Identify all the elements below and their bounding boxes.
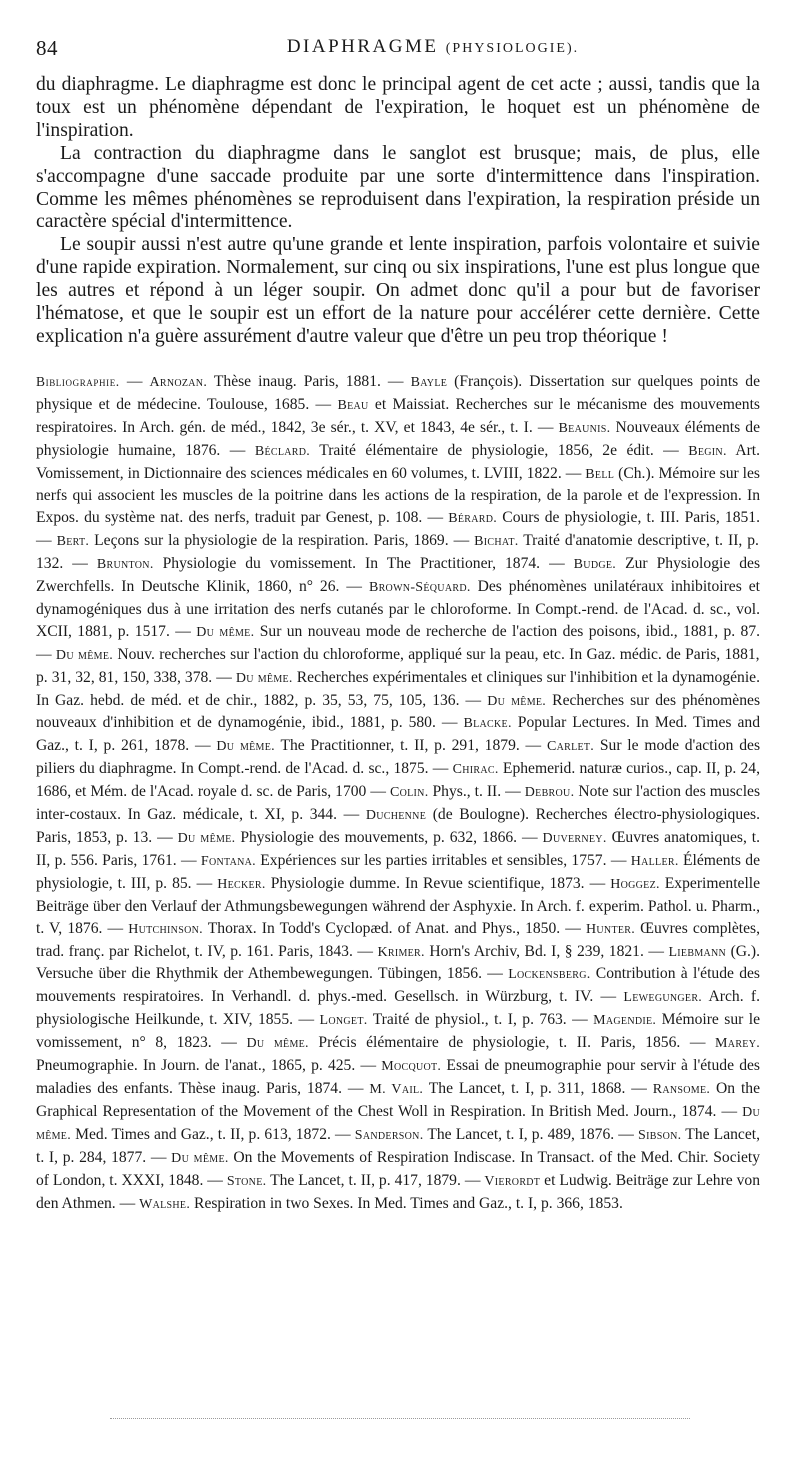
entry-text: Leçons sur la physiologie de la respiration. Paris, 1869. <box>89 532 449 550</box>
entry-text: Physiologie dumme. In Revue scientifique, 1873. <box>265 874 585 892</box>
entry-text: The Lancet, t. I, p. 311, 1868. <box>423 1079 626 1097</box>
entry-text: Recherches expérimentales et cliniques sur l'inhibition et la dynamogénie. In Gaz. hebd. de méd. et de chir., 1882, p. 35, 53, 75, 105, 136. <box>36 668 761 709</box>
entry-text: Mémoire sur le vomissement, n° 8, 1823. <box>36 1011 760 1052</box>
paragraph: du diaphragme. Le diaphragme est donc le principal agent de cet acte ; aussi, tandis que la toux est un phénomène dépendant de l'expiration, le hoquet est un phénomène de l'inspiration. <box>36 74 760 141</box>
entry-author: Du même. <box>171 1150 229 1166</box>
entry-separator: — <box>191 874 218 892</box>
bibliography-entry <box>377 943 643 960</box>
entry-author: Du même. <box>177 831 236 846</box>
entry-separator: — <box>428 760 453 778</box>
entry-author: Bayle <box>410 374 448 390</box>
entry-separator: — <box>517 829 543 846</box>
entry-author: Bichat. <box>474 534 519 550</box>
entry-separator: — <box>330 1125 355 1143</box>
entry-separator: — <box>606 851 631 869</box>
entry-author: Sanderson. <box>354 1127 424 1143</box>
entry-separator: — <box>126 372 150 390</box>
entry-separator: — <box>540 555 574 573</box>
entry-separator: — <box>355 1057 382 1075</box>
entry-text: Cours de physiologie, t. III. Paris, 1851. <box>497 509 760 527</box>
entry-separator: — <box>337 806 366 824</box>
entry-author: Bérard. <box>448 511 498 527</box>
entry-separator: — <box>169 622 197 640</box>
entry-text: Med. Times and Gaz., t. II, p. 613, 1872. <box>71 1125 331 1143</box>
entry-separator: — <box>339 578 369 596</box>
entry-author: Liebmann <box>668 944 727 960</box>
entry-separator: — <box>566 1011 594 1029</box>
entry-author: Lewegunger. <box>623 990 703 1006</box>
entry-author: Hecker. <box>217 876 266 892</box>
entry-author: Chirac. <box>452 762 499 778</box>
bibliography-entry <box>149 373 380 390</box>
entry-separator: — <box>584 874 611 892</box>
entry-author: Debrou. <box>524 785 575 801</box>
entry-author: Lockensberg. <box>508 967 591 983</box>
entry-text: Traité élémentaire de physiologie, 1856, 2e édit. <box>310 441 654 459</box>
entry-separator: — <box>519 737 547 755</box>
entry-text: et Ludwig. Beiträge zur Lehre von den Athmen. <box>36 1171 761 1212</box>
entry-separator: — <box>625 1079 653 1097</box>
entry-text: The Lancet, t. I, p. 284, 1877. <box>36 1125 760 1166</box>
entry-author: Brunton. <box>96 557 154 573</box>
bibliography-entry <box>448 509 760 526</box>
bibliography-entry <box>216 737 519 754</box>
running-title: DIAPHRAGME <box>286 36 439 57</box>
entry-separator: — <box>561 464 586 482</box>
entry-text: Experimentelle Beiträge über den Verlauf der Athmungsbewegungen während der Asphyxie. In Arch. f. experim. Pathol. u. Pharm., t. V, 1876. <box>36 874 761 937</box>
entry-text: (François). Dissertation sur quelques points de physique et de médecine. Toulouse, 1685. <box>36 372 760 413</box>
entry-author: Ransome. <box>652 1081 711 1097</box>
entry-author: Arnozan. <box>149 374 208 390</box>
entry-separator: — <box>352 942 378 960</box>
entry-text: Thorax. In Todd's Cyclopæd. of Anat. and Phys., 1850. <box>202 919 561 937</box>
entry-author: Du même. <box>55 647 114 663</box>
entry-separator: — <box>482 965 509 983</box>
entry-separator: — <box>460 1171 485 1189</box>
entry-text: Éléments de physiologie, t. III, p. 85. <box>36 851 761 892</box>
entry-author: Du même. <box>216 739 275 755</box>
entry-separator: — <box>176 851 201 869</box>
entry-separator: — <box>653 441 689 459</box>
entry-author: Du même. <box>487 693 547 709</box>
bibliography-entry <box>390 783 501 800</box>
entry-author: Du même. <box>36 1104 760 1143</box>
entry-text: Physiologie du vomissement. In The Practitioner, 1874. <box>153 555 541 573</box>
entry-separator: — <box>212 668 236 686</box>
entry-text: On the Graphical Representation of the Movement of the Chest Woll in Respiration. In British Med. Journ., 1874. <box>36 1079 760 1120</box>
paragraph: La contraction du diaphragme dans le sanglot est brusque; mais, de plus, elle s'accompagne d'une saccade produite par une sorte d'intermittence dans l'inspiration. Comme les mêmes phénomènes se reproduisent dans l'expiration, la respiration préside un caractère spécial d'intermittence. <box>36 142 760 233</box>
entry-text: Traité d'anatomie descriptive, t. II, p. 132. <box>36 532 759 573</box>
paragraph: Le soupir aussi n'est autre qu'une grande et lente inspiration, parfois volontaire et suivie d'une rapide expiration. Normalement, sur cinq ou six inspirations, l'une est plus longue que les autres et répond à un léger soupir. On admet donc qu'il a pour but de favoriser l'hématose, et que le soupir est un effort de la nature pour accélérer cette dernière. Cette explication n'a guère assurément d'autre valeur que d'être un peu trop théorique ! <box>36 234 760 347</box>
bibliography-entry <box>139 1195 623 1212</box>
entry-separator: — <box>680 1034 716 1052</box>
entry-author: Carlet. <box>546 739 595 755</box>
entry-text: (G.). Versuche über die Rhythmik der Athembewegungen. Tübingen, 1856. <box>36 942 761 983</box>
entry-separator: — <box>614 1125 639 1143</box>
entry-text: et Maissiat. Recherches sur le mécanisme des mouvements respiratoires. In Arch. gén. de méd., 1842, 3e sér., t. XV, et 1843, 4e sér., t. I. <box>36 395 761 436</box>
entry-text: Contribution à l'étude des mouvements respiratoires. In Verhandl. d. phys.-med. Gesellsch. in Würzburg, t. IV. <box>36 965 761 1006</box>
entry-author: Beau <box>337 397 369 413</box>
entry-text: Sur un nouveau mode de recherche de l'action des poisons, ibid., 1881, p. 87. <box>254 622 761 640</box>
entry-separator: — <box>309 395 338 413</box>
page-header <box>36 30 760 58</box>
bibliography-entry <box>57 532 449 549</box>
entry-author: Hoggez. <box>610 876 660 892</box>
entry-text: Art. Vomissement, in Dictionnaire des sciences médicales en 60 volumes, t. LVIII, 1822. <box>36 441 761 482</box>
entry-author: M. Vail. <box>369 1081 424 1097</box>
bibliography-entry <box>355 1126 614 1143</box>
entry-author: Fontana. <box>200 853 256 869</box>
entry-text: The Lancet, t. I, p. 489, 1876. <box>423 1125 615 1143</box>
entry-text: The Lancet, t. II, p. 417, 1879. <box>266 1171 461 1189</box>
entry-text: Respiration in two Sexes. In Med. Times and Gaz., t. I, p. 366, 1853. <box>190 1194 623 1212</box>
entry-author: Bell <box>585 466 615 482</box>
entry-separator: — <box>643 942 669 960</box>
entry-separator: — <box>36 645 56 663</box>
entry-author: Haller. <box>630 853 679 869</box>
entry-text: Des phénomènes unilatéraux inhibitoires et dynamogéniques dus à une irritation des nerfs cutanés par le chloroforme. In Compt.-rend. de l'Acad. d. sc., vol. XCII, 1881, p. 1517. <box>36 578 761 640</box>
bibliography-entry <box>255 442 654 459</box>
bibliography-entry <box>320 1011 567 1028</box>
entry-author: Béclard. <box>254 443 311 459</box>
entry-separator: — <box>380 372 411 390</box>
entry-text: Nouv. recherches sur l'action du chloroforme, appliqué sur la peau, etc. In Gaz. médic. de Paris, 1881, p. 31, 32, 81, 150, 338, 378. <box>36 645 760 686</box>
entry-text: Ephemerid. naturæ curios., cap. II, p. 24, 1686, et Mém. de l'Acad. royale d. sc. de Paris, 1700 <box>36 760 760 801</box>
entry-author: Du même. <box>246 1036 309 1052</box>
running-head <box>36 36 760 58</box>
entry-text: Traité de physiol., t. I, p. 763. <box>367 1011 567 1029</box>
entry-author: Krimer. <box>377 944 425 960</box>
bibliography <box>36 371 760 1216</box>
entry-author: Du même. <box>196 624 255 640</box>
entry-separator: — <box>293 1011 320 1029</box>
entry-separator: — <box>189 737 217 755</box>
bibliography-entry <box>128 920 560 937</box>
entry-text: (Ch.). Mémoire sur les nerfs qui associent les muscles de la poitrine dans les actions de la respiration, de la parole et de l'expression. In Expos. du système nat. des nerfs, traduit par Genest, p. 108. <box>36 464 760 527</box>
entry-separator: — <box>211 1034 247 1052</box>
entry-separator: — <box>560 919 586 937</box>
entry-separator: — <box>501 783 525 801</box>
entry-author: Duverney. <box>542 831 607 846</box>
entry-author: Sibson. <box>638 1127 682 1143</box>
entry-separator: — <box>220 441 255 459</box>
entry-separator: — <box>146 1148 172 1166</box>
bibliography-heading: Bibliographie. <box>36 373 120 389</box>
entry-separator: — <box>36 532 57 550</box>
entry-separator: — <box>716 1102 743 1120</box>
entry-separator: — <box>532 418 559 436</box>
entry-text: Horn's Archiv, Bd. I, § 239, 1821. <box>424 942 644 960</box>
entry-text: Pneumographie. In Journ. de l'anat., 1865, p. 425. <box>36 1057 356 1075</box>
entry-text: Zur Physiologie des Zwerchfells. In Deutsche Klinik, 1860, n° 26. <box>36 555 761 596</box>
bottom-dotted-rule <box>110 1418 690 1419</box>
entry-separator: — <box>63 555 97 573</box>
entry-separator: — <box>203 1171 227 1189</box>
entry-author: Walshe. <box>139 1196 191 1212</box>
entry-text: Note sur l'action des muscles inter-costaux. In Gaz. médicale, t. XI, p. 344. <box>36 783 761 824</box>
body-text <box>36 74 760 349</box>
entry-author: Colin. <box>389 785 429 801</box>
bibliography-entry <box>178 829 517 846</box>
entry-separator: — <box>366 783 390 801</box>
bibliography-entry <box>196 623 760 640</box>
entry-separator: — <box>422 509 449 527</box>
entry-text: Œuvres anatomiques, t. II, p. 556. Paris, 1761. <box>36 829 761 869</box>
bibliography-entry <box>97 555 540 572</box>
entry-text: Phys., t. II. <box>428 783 502 801</box>
page-number: 84 <box>36 36 58 60</box>
bibliography-entry <box>217 875 584 892</box>
entry-text: Physiologie des mouvements, p. 632, 1866. <box>235 829 518 846</box>
entry-text: Essai de pneumographie pour servir à l'étude des maladies des enfants. Thèse inaug. Paris, 1874. <box>36 1057 760 1097</box>
entry-author: Longet. <box>319 1013 368 1029</box>
bibliography-entry <box>369 1080 625 1097</box>
entry-author: Duchenne <box>365 808 427 824</box>
entry-separator: — <box>593 988 624 1006</box>
entry-author: Beaunis. <box>558 420 611 436</box>
entry-text: Expériences sur les parties irritables et sensibles, 1757. <box>255 851 607 869</box>
entry-separator: — <box>102 919 129 937</box>
bibliography-entry <box>201 852 607 869</box>
entry-author: Bert. <box>56 534 90 550</box>
entry-text: Précis élémentaire de physiologie, t. II. Paris, 1856. <box>308 1034 681 1052</box>
entry-text: Sur le mode d'action des piliers du diaphragme. In Compt.-rend. de l'Acad. d. sc., 1875. <box>36 737 761 778</box>
bibliography-entry <box>246 1034 680 1051</box>
entry-text: Œuvres complètes, trad. franç. par Richelot, t. IV, p. 161. Paris, 1843. <box>36 919 761 960</box>
entry-author: Blacke. <box>463 716 512 732</box>
running-subtitle: (PHYSIOLOGIE). <box>445 41 580 56</box>
entry-author: Budge. <box>573 557 617 573</box>
entry-text: Nouveaux éléments de physiologie humaine, 1876. <box>36 418 760 459</box>
entry-separator: — <box>435 714 464 732</box>
entry-author: Hutchinson. <box>128 921 203 937</box>
entry-author: Marey. <box>715 1036 761 1052</box>
bibliography-entry <box>227 1172 461 1189</box>
entry-author: Mocquot. <box>381 1059 442 1075</box>
entry-author: Brown-Séquard. <box>368 580 471 596</box>
entry-separator: — <box>115 1194 140 1212</box>
entry-text: Arch. f. physiologische Heilkunde, t. XIV, 1855. <box>36 988 760 1029</box>
entry-text: On the Movements of Respiration Indiscase. In Transact. of the Med. Chir. Society of London, t. XXXI, 1848. <box>36 1148 761 1189</box>
entry-separator: — <box>448 532 475 550</box>
entry-author: Du même. <box>235 670 293 686</box>
entry-text: Recherches sur des phénomènes nouveaux d'inhibition et de dynamogénie, ibid., 1881, p. 580. <box>36 691 761 732</box>
entry-author: Stone. <box>226 1173 267 1189</box>
entry-separator: — <box>152 829 178 846</box>
entry-separator: — <box>459 691 488 709</box>
entry-author: Vierordt <box>484 1173 541 1189</box>
entry-author: Begin. <box>688 443 727 459</box>
entry-text: (de Boulogne). Recherches électro-physiologiques. Paris, 1853, p. 13. <box>36 806 761 846</box>
entry-text: The Practitionner, t. II, p. 291, 1879. <box>274 737 520 755</box>
entry-text: Popular Lectures. In Med. Times and Gaz., t. I, p. 261, 1878. <box>36 714 760 755</box>
entry-text: Thèse inaug. Paris, 1881. <box>207 372 381 390</box>
entry-author: Hunter. <box>585 921 636 937</box>
entry-author: Magendie. <box>593 1013 657 1029</box>
entry-separator: — <box>342 1079 370 1097</box>
